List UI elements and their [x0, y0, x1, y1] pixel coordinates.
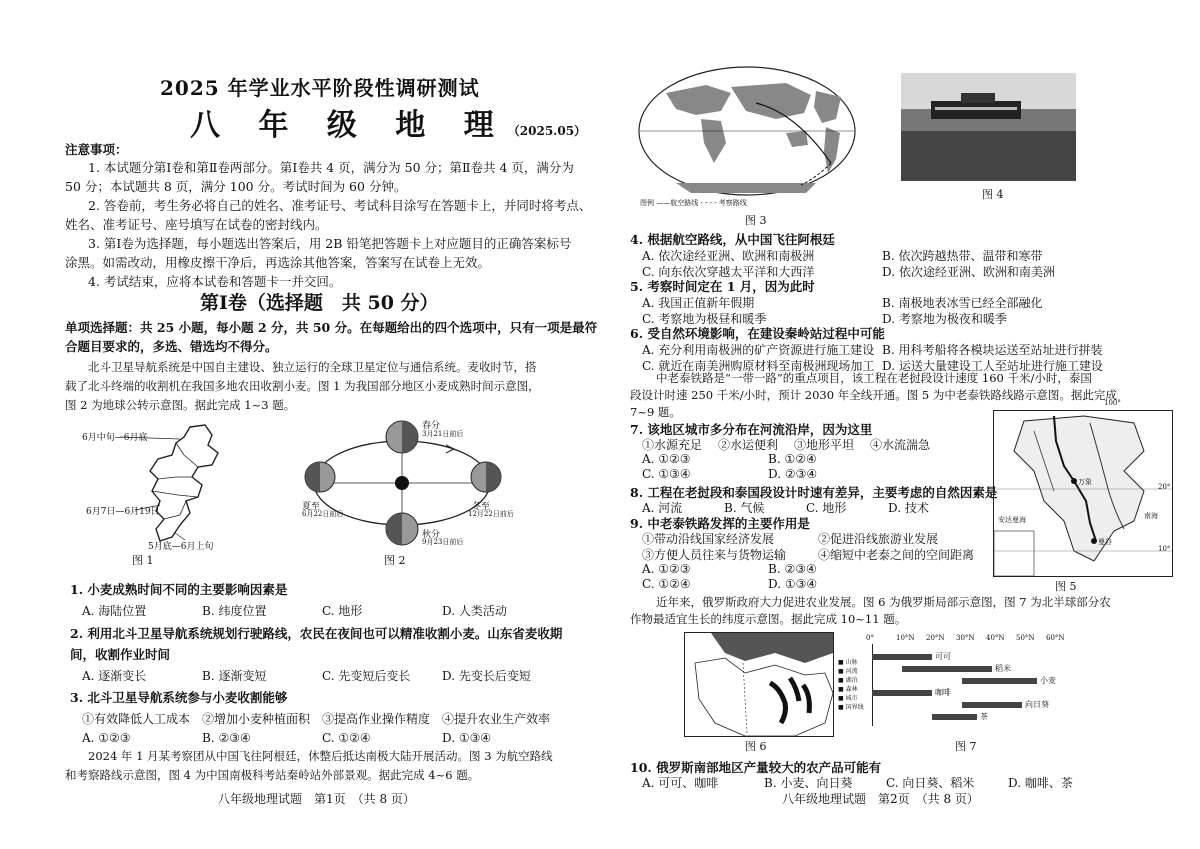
fig7-crop-bar [932, 714, 977, 720]
earth-summer-night [305, 462, 320, 492]
q7-item-2: ②水运便利 [718, 438, 779, 452]
q6-option-a[interactable]: A. 充分利用南极洲的矿产资源进行施工建设 [642, 343, 875, 357]
instruction-line-1: 单项选择题：共 25 小题，每小题 2 分，共 50 分。在每题给出的四个选项中，只有一项是最符 [65, 320, 598, 335]
fig7-crop-label: 茶 [980, 712, 988, 721]
right-footer: 八年级地理试题 第2页 （共 8 页） [782, 792, 979, 806]
figure-4-caption: 图 4 [982, 188, 1004, 201]
q3-option-b[interactable]: B. ②③④ [202, 731, 251, 745]
fig7-crop-label: 可可 [935, 652, 951, 661]
left-footer: 八年级地理试题 第1页 （共 8 页） [218, 792, 415, 806]
q3-item-1: ①有效降低人工成本 [82, 712, 191, 726]
crop-zone-3 [803, 685, 809, 713]
fig2-summer: 夏至 [302, 502, 321, 512]
fig5-city-vientiane: 万象 [1078, 478, 1092, 486]
fig2-autumn-date: 9月23日前后 [422, 538, 464, 546]
q8-option-c[interactable]: C. 地形 [806, 501, 847, 515]
passage1-line-3: 图 2 为地球公转示意图。据此完成 1~3 题。 [65, 398, 296, 412]
q1-option-b[interactable]: B. 纬度位置 [202, 604, 267, 618]
q10-option-b[interactable]: B. 小麦、向日葵 [764, 776, 853, 790]
passage4-line-1: 近年来，俄罗斯政府大力促进农业发展。图 6 为俄罗斯局部示意图，图 7 为北半球部分农 [656, 595, 1111, 609]
fig5-lon-label: 100° [1104, 399, 1121, 407]
q6-option-d[interactable]: D. 运送大量建设工人至站址进行施工建设 [882, 359, 1103, 373]
fig7-axis-tick: 30°N [956, 634, 975, 642]
q7-option-a[interactable]: A. ①②③ [642, 452, 691, 466]
q2-option-a[interactable]: A. 逐渐变长 [82, 669, 147, 683]
photo-rocks [901, 131, 1076, 181]
fig7-axis-tick: 40°N [986, 634, 1005, 642]
q10-option-d[interactable]: D. 咖啡、茶 [1008, 776, 1073, 790]
figure-2-caption: 图 2 [384, 554, 406, 567]
q3-item-4: ④提升农业生产效率 [442, 712, 551, 726]
section-title: 第Ⅰ卷（选择题 共 50 分） [200, 292, 439, 314]
russia-outline [695, 658, 833, 736]
region-outline [150, 425, 218, 541]
figure-3-world-map [636, 63, 858, 208]
q7-option-d[interactable]: D. ②③④ [768, 467, 818, 481]
q7-item-4: ④水流湍急 [870, 438, 931, 452]
q6-stem: 6. 受自然环境影响，在建设秦岭站过程中可能 [630, 326, 885, 341]
figure-5-caption: 图 5 [1055, 580, 1077, 593]
fig2-summer-date: 6月22日前后 [302, 510, 344, 518]
q7-stem: 7. 该地区城市多分布在河流沿岸，因为这里 [630, 422, 873, 437]
q8-stem: 8. 工程在老挝段和泰国段设计时速有差异，主要考虑的自然因素是 [630, 485, 998, 500]
passage3-line-2: 段设计时速 250 千米/小时，预计 2030 年全线开通。图 5 为中老泰铁路线路示意图。据此完成 [630, 388, 1117, 402]
q4-stem: 4. 根据航空路线，从中国飞往阿根廷 [630, 232, 835, 247]
meridian-dash [743, 663, 747, 733]
fig2-winter-date: 12月22日前后 [468, 510, 514, 518]
figure-5-railway-map [993, 399, 1173, 577]
figure-1-caption: 图 1 [132, 554, 154, 567]
fig7-crop-bar [962, 678, 1037, 684]
q9-option-d[interactable]: D. ①③④ [768, 577, 818, 591]
q9-item-3: ③方便人员往来与货物运输 [642, 548, 787, 562]
passage3-line-1: 中老泰铁路是“一带一路”的重点项目，该工程在老挝段设计速度 160 千米/小时，泰国 [656, 371, 1092, 385]
q1-stem: 1. 小麦成熟时间不同的主要影响因素是 [70, 582, 288, 597]
province-border [158, 477, 192, 479]
station-roof [961, 93, 995, 103]
fig5-legend-box [994, 531, 1034, 576]
q6-option-c[interactable]: C. 就近在南美洲购原材料至南极洲现场加工 [642, 359, 875, 373]
notice-line-5: 3. 第Ⅰ卷为选择题，每小题选出答案后，用 2B 铅笔把答题卡上对应题目的正确答案标号 [88, 236, 572, 251]
q4-option-d[interactable]: D. 依次途经亚洲、欧洲和南美洲 [882, 265, 1055, 279]
fig7-crop-bar [902, 666, 992, 672]
q1-option-d[interactable]: D. 人类活动 [442, 604, 507, 618]
notice-line-2: 50 分；本试题共 8 页，满分 100 分。考试时间为 60 分钟。 [65, 179, 407, 194]
q3-option-d[interactable]: D. ①③④ [442, 731, 492, 745]
fig5-south-sea: 南海 [1144, 512, 1158, 520]
fig1-label-mid: 6月7日—6月19日 [86, 507, 160, 517]
q10-option-a[interactable]: A. 可可、咖啡 [642, 776, 719, 790]
q8-option-a[interactable]: A. 河流 [642, 501, 683, 515]
q4-option-a[interactable]: A. 依次途经亚洲、欧洲和南极洲 [642, 249, 815, 263]
q6-option-b[interactable]: B. 用科考船将各模块运送至站址进行拼装 [882, 343, 1103, 357]
earth-autumn-night [386, 513, 402, 545]
q3-item-3: ③提高作业操作精度 [322, 712, 431, 726]
fig2-autumn: 秋分 [422, 530, 441, 540]
fig7-legend: ■ 山脉 ■ 河流 ■ 湖泊 ■ 森林 ■ 城市 ■ 国界线 [838, 659, 864, 711]
fig7-axis-tick: 20°N [926, 634, 945, 642]
q9-item-2: ②促进沿线旅游业发展 [818, 532, 939, 546]
passage3-line-3: 7~9 题。 [630, 405, 681, 419]
exam-date: （2025.05） [507, 124, 587, 138]
subject-title [190, 100, 586, 144]
fig5-lat1: 20° [1158, 483, 1171, 491]
q5-option-c[interactable]: C. 考察地为极昼和暖季 [642, 312, 767, 326]
figure-3-svg [636, 63, 858, 208]
q5-option-b[interactable]: B. 南极地表冰雪已经全部融化 [882, 296, 1043, 310]
q2-option-c[interactable]: C. 先变短后变长 [322, 669, 411, 683]
subject-text: 八 年 级 地 理 [190, 108, 508, 143]
q7-item-1: ①水源充足 [642, 438, 703, 452]
q5-option-d[interactable]: D. 考察地为极夜和暖季 [882, 312, 1007, 326]
q5-option-a[interactable]: A. 我国正值新年假期 [642, 296, 755, 310]
station-windows [935, 107, 1017, 110]
province-border [176, 443, 198, 467]
q8-option-d[interactable]: D. 技术 [888, 501, 929, 515]
q9-stem: 9. 中老泰铁路发挥的主要作用是 [630, 516, 810, 531]
notice-line-6: 涂黑。如需改动，用橡皮擦干净后，再选涂其他答案，答案写在试卷上无效。 [65, 255, 491, 270]
figure-2-svg [296, 415, 526, 555]
q2-stem: 2. 利用北斗卫星导航系统规划行驶路线，农民在夜间也可以精准收割小麦。山东省麦收期 [70, 626, 563, 641]
q9-option-a[interactable]: A. ①②③ [642, 562, 691, 576]
right-page [600, 0, 1200, 849]
q10-option-c[interactable]: C. 向日葵、稻米 [886, 776, 975, 790]
instruction-line-2: 合题目要求的，多选、错选均不得分。 [65, 339, 278, 354]
notice-title: 注意事项： [65, 142, 128, 157]
notice-line-7: 4. 考试结束，应将本试卷和答题卡一并交回。 [88, 274, 342, 289]
fig7-axis-tick: 60°N [1046, 634, 1065, 642]
q9-option-c[interactable]: C. ①②④ [642, 577, 691, 591]
fig2-winter: 冬至 [472, 502, 491, 512]
fig1-label-bottom: 5月底—6月上旬 [148, 542, 214, 552]
fig2-spring-date: 3月21日前后 [422, 430, 464, 438]
figure-3-legend: 图例 ——航空路线 - - - - 考察路线 [640, 199, 747, 207]
q7-option-c[interactable]: C. ①③④ [642, 467, 691, 481]
figure-4-photo [901, 73, 1076, 181]
passage2-line-2: 和考察路线示意图，图 4 为中国南极科考站秦岭站外部景观。据此完成 4~6 题。 [65, 768, 480, 782]
figure-2-orbit [296, 415, 526, 555]
city-dot [1071, 478, 1077, 484]
fig5-lat2: 10° [1158, 545, 1171, 553]
fig7-axis-tick: 10°N [896, 634, 915, 642]
passage4-line-2: 作物最适宜生长的纬度示意图。据此完成 10~11 题。 [630, 612, 907, 626]
q4-option-b[interactable]: B. 依次跨越热带、温带和寒带 [882, 249, 1043, 263]
province-border [164, 501, 186, 519]
fig7-crop-bar [872, 690, 932, 696]
q8-option-b[interactable]: B. 气候 [724, 501, 765, 515]
earth-winter-night [486, 462, 501, 492]
fig2-spring: 春分 [422, 421, 441, 431]
q1-option-c[interactable]: C. 地形 [322, 604, 363, 618]
fig7-axis-tick: 50°N [1016, 634, 1035, 642]
q2-stem-2: 间，收割作业时间 [70, 647, 171, 662]
figure-6-russia-map [684, 632, 834, 737]
continent-antarctica [676, 183, 816, 193]
q3-stem: 3. 北斗卫星导航系统参与小麦收割能够 [70, 690, 288, 705]
q2-option-b[interactable]: B. 逐渐变短 [202, 669, 267, 683]
figure-1-wheat-map [80, 415, 260, 565]
city-dot [1091, 538, 1097, 544]
earth-spring-night [402, 421, 418, 453]
fig7-crop-bar [962, 702, 1022, 708]
figure-6-svg [685, 633, 833, 736]
figure-3-caption: 图 3 [745, 214, 767, 227]
figure-7-crop-latitude [832, 636, 1072, 736]
q9-option-b[interactable]: B. ②③④ [768, 562, 817, 576]
q3-option-c[interactable]: C. ①②④ [322, 731, 371, 745]
notice-line-3: 2. 答卷前，考生务必将自己的姓名、准考证号、考试科目涂写在答题卡上，并同时将考点、 [88, 198, 592, 213]
notice-line-4: 姓名、准考证号、座号填写在试卷的密封线内。 [65, 217, 328, 232]
q4-option-c[interactable]: C. 向东依次穿越太平洋和大西洋 [642, 265, 815, 279]
notice-line-1: 1. 本试题分第Ⅰ卷和第Ⅱ卷两部分。第Ⅰ卷共 4 页，满分为 50 分；第Ⅱ卷共 4 页，满分为 [88, 160, 574, 175]
passage1-line-1: 北斗卫星导航系统是中国自主建设、独立运行的全球卫星定位与通信系统。麦收时节，搭 [88, 360, 537, 374]
province-border [152, 491, 198, 497]
q3-option-a[interactable]: A. ①②③ [82, 731, 131, 745]
fig5-sea-andaman: 安达曼海 [998, 516, 1026, 524]
q7-option-b[interactable]: B. ①②④ [768, 452, 817, 466]
crop-zone-1 [770, 683, 786, 723]
fig1-label-top: 6月中旬—6月底 [82, 433, 148, 443]
fig5-city-bangkok: 曼谷 [1098, 538, 1112, 546]
q9-item-4: ④缩短中老泰之间的空间距离 [818, 548, 975, 562]
q3-item-2: ②增加小麦种植面积 [202, 712, 311, 726]
figure-7-caption: 图 7 [955, 740, 977, 753]
sun [395, 476, 409, 490]
q2-option-d[interactable]: D. 先变长后变短 [442, 669, 531, 683]
arctic-sea [711, 633, 833, 663]
exam-title: 2025 年学业水平阶段性调研测试 [160, 76, 480, 100]
fig7-crop-label: 咖啡 [935, 688, 951, 697]
q7-item-3: ③地形平坦 [794, 438, 855, 452]
q9-item-1: ①带动沿线国家经济发展 [642, 532, 775, 546]
passage1-line-2: 载了北斗终端的收割机在我国多地农田收割小麦。图 1 为我国部分地区小麦成熟时间示意图， [65, 379, 540, 393]
fig7-crop-bar [872, 654, 932, 660]
figure-4-svg [901, 73, 1076, 181]
q1-option-a[interactable]: A. 海陆位置 [82, 604, 147, 618]
fig7-crop-label: 小麦 [1040, 676, 1056, 685]
fig7-crop-label: 向日葵 [1025, 700, 1049, 709]
q10-stem: 10. 俄罗斯南部地区产量较大的农产品可能有 [630, 760, 882, 775]
fig7-crop-label: 稻米 [995, 664, 1011, 673]
crop-zone-2 [790, 678, 799, 701]
figure-6-caption: 图 6 [745, 740, 767, 753]
fig7-axis-tick: 0° [866, 634, 874, 642]
q5-stem: 5. 考察时间定在 1 月，因为此时 [630, 279, 815, 294]
figure-5-svg [994, 411, 1172, 576]
passage2-line-1: 2024 年 1 月某考察团从中国飞往阿根廷，休整后抵达南极大陆开展活动。图 3 为航空路线 [88, 749, 553, 763]
